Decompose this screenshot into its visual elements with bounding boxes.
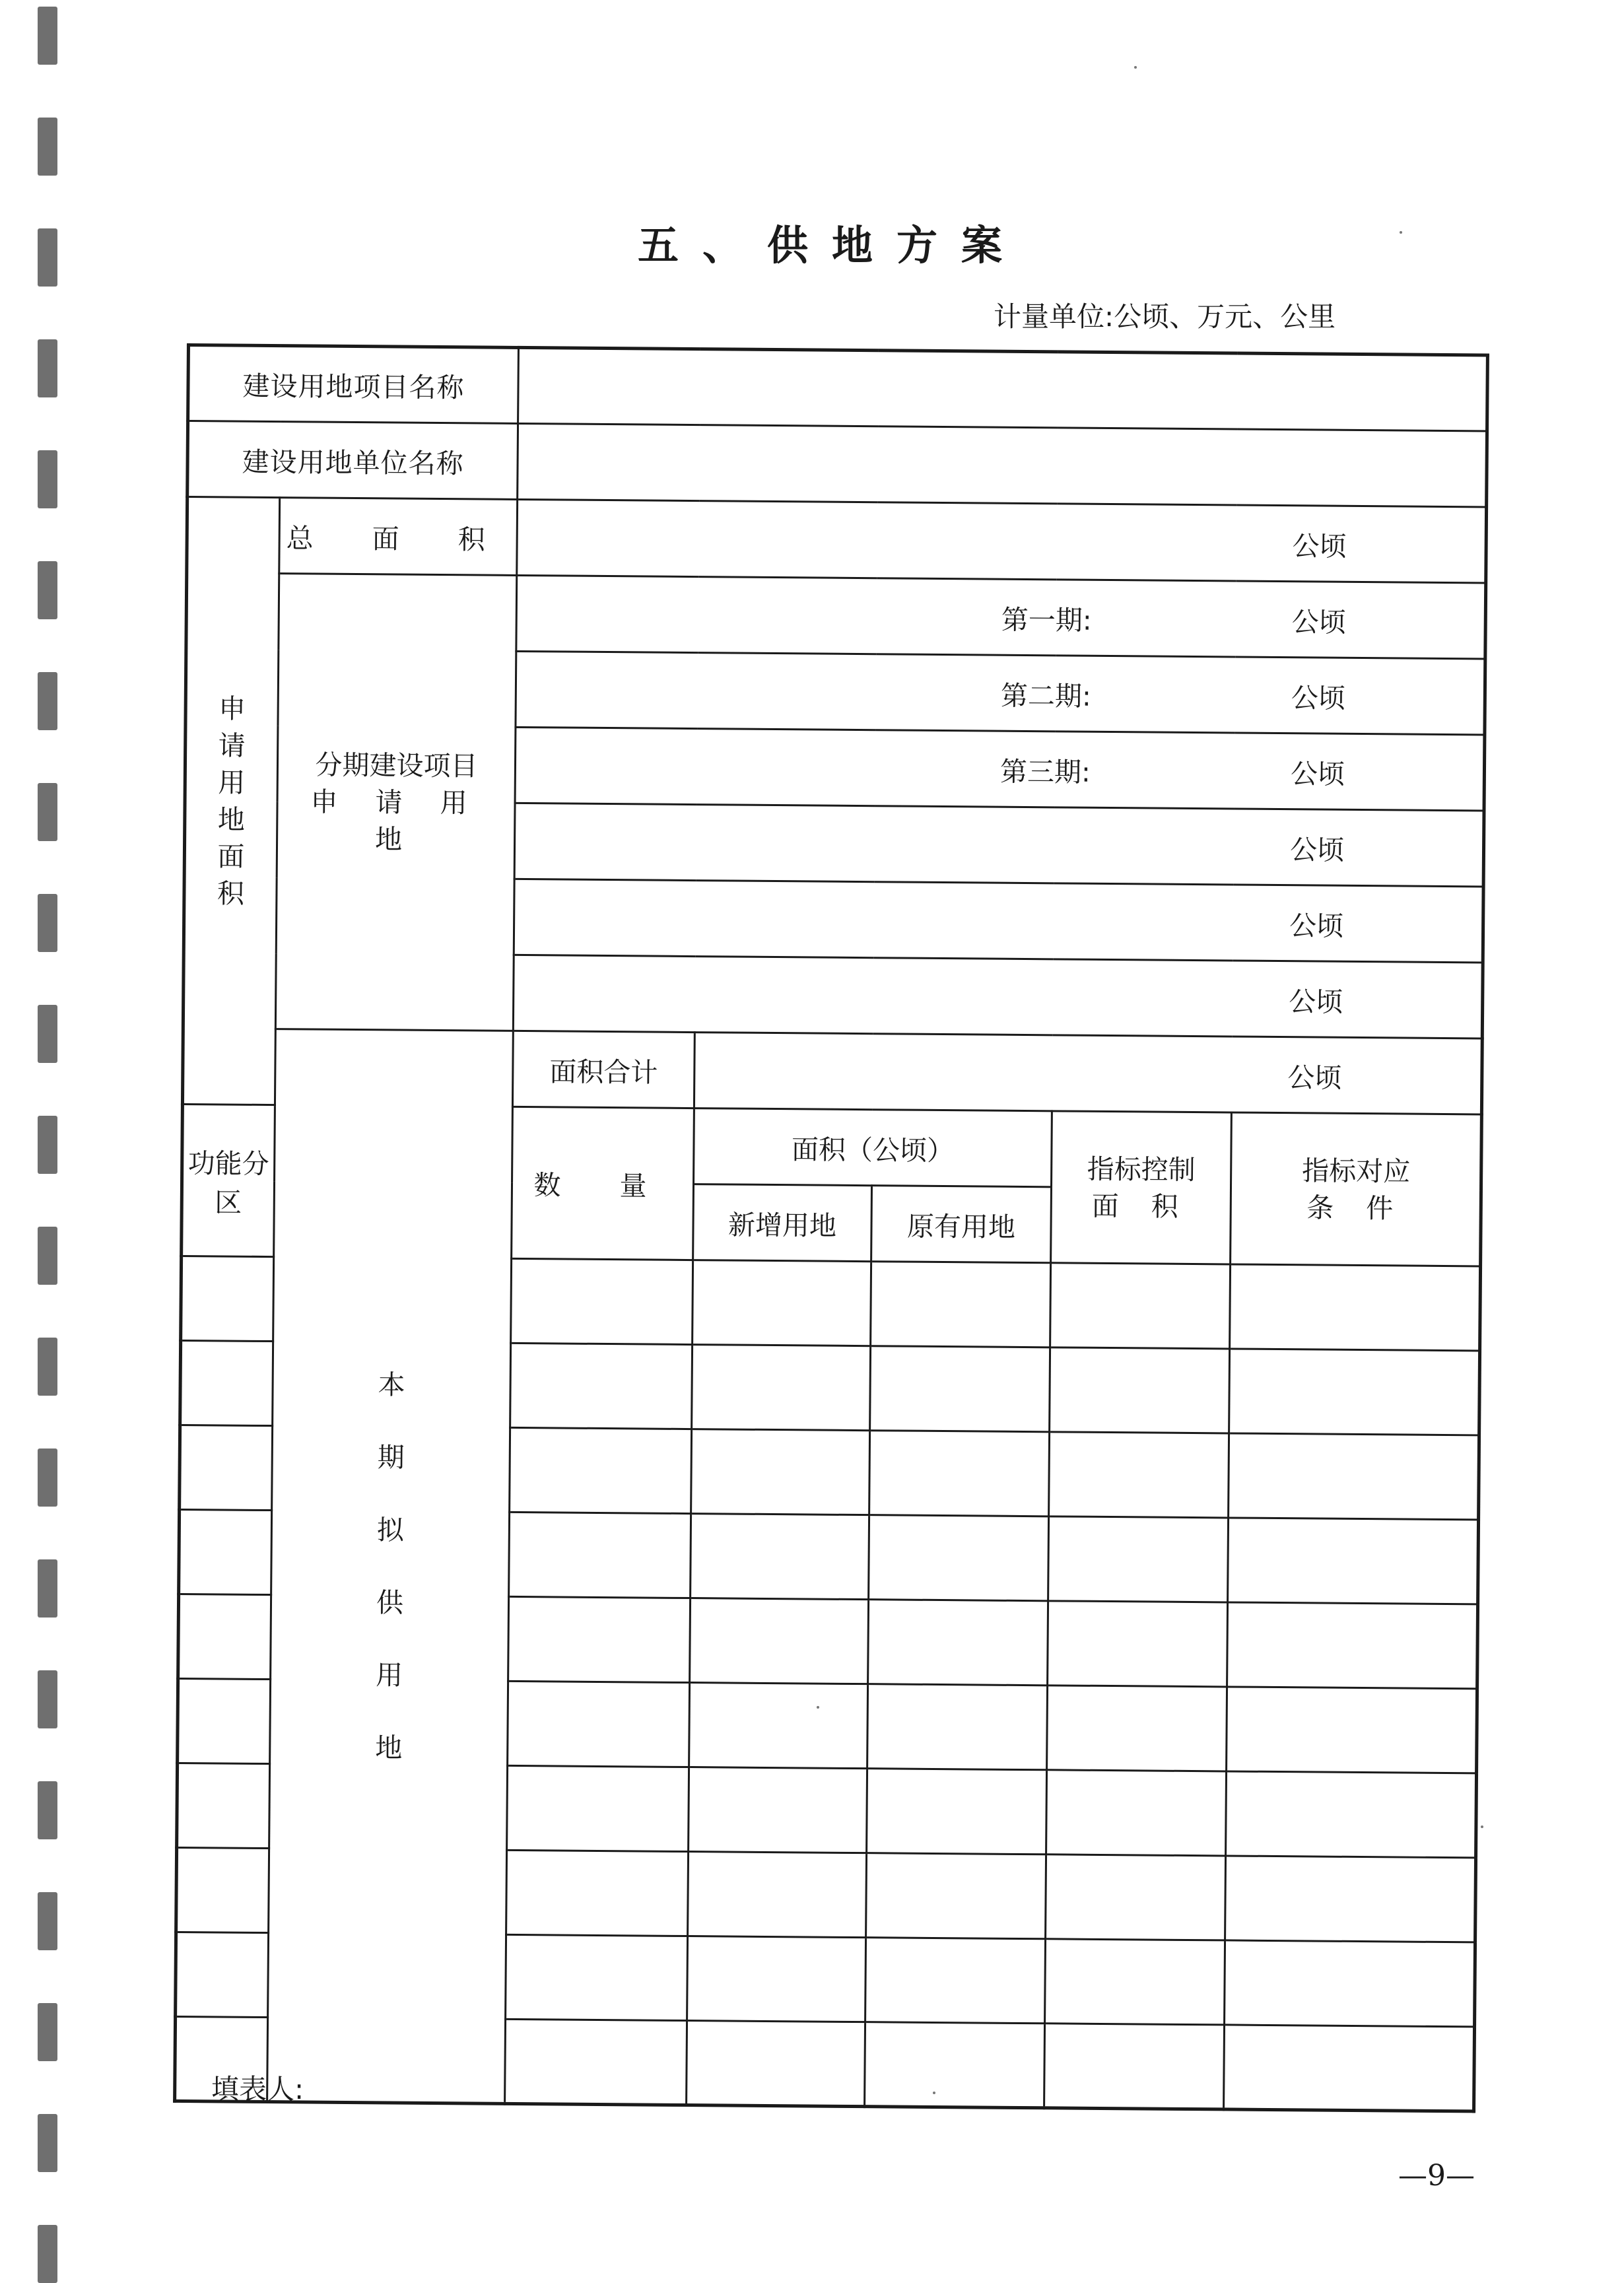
supply-plan-table — [173, 343, 1489, 2113]
function-zone-cell[interactable] — [178, 1594, 271, 1679]
index-control-cell[interactable] — [1047, 1686, 1227, 1771]
binding-mark — [38, 2003, 57, 2061]
binding-mark — [38, 7, 57, 65]
scan-speck — [933, 2092, 935, 2094]
function-zone-cell[interactable] — [180, 1425, 273, 1510]
binding-mark — [38, 1559, 57, 1618]
unit-name-field[interactable] — [518, 423, 1487, 507]
binding-mark — [38, 783, 57, 841]
binding-mark — [38, 561, 57, 619]
function-zone-cell[interactable] — [177, 1763, 270, 1848]
function-zone-header: 功能分区 — [182, 1104, 275, 1256]
unit-note: 计量单位:公顷、万元、公里 — [994, 300, 1336, 333]
existing-land-cell[interactable] — [865, 2022, 1045, 2108]
new-land-cell[interactable] — [692, 1345, 871, 1431]
binding-mark — [38, 894, 57, 952]
index-condition-cell[interactable] — [1224, 2025, 1475, 2111]
binding-mark — [38, 1892, 57, 1950]
phase-4-field[interactable]: 公顷 — [514, 803, 1484, 887]
index-condition-cell[interactable] — [1229, 1433, 1479, 1520]
index-control-cell[interactable] — [1050, 1347, 1230, 1433]
project-name-field[interactable] — [518, 347, 1488, 431]
index-control-cell[interactable] — [1049, 1432, 1229, 1518]
index-condition-cell[interactable] — [1229, 1349, 1480, 1435]
index-control-cell[interactable] — [1050, 1263, 1231, 1349]
existing-land-cell[interactable] — [867, 1769, 1047, 1855]
binding-mark — [38, 1227, 57, 1285]
index-condition-cell[interactable] — [1230, 1264, 1481, 1351]
new-land-cell[interactable] — [687, 2021, 865, 2107]
total-area-field[interactable]: 公顷 — [517, 499, 1487, 583]
binding-mark — [38, 672, 57, 730]
binding-mark — [38, 1670, 57, 1728]
existing-land-cell[interactable] — [865, 1938, 1046, 2024]
phase-5-field[interactable]: 公顷 — [514, 879, 1483, 963]
new-land-cell[interactable] — [691, 1514, 869, 1600]
new-land-cell[interactable] — [689, 1683, 868, 1769]
index-control-header: 指标控制 面 积 — [1051, 1111, 1232, 1264]
phase-2-field[interactable]: 第二期: 公顷 — [516, 651, 1485, 735]
binding-mark — [38, 339, 57, 397]
index-control-cell[interactable] — [1046, 1770, 1227, 1856]
supply-plan-form — [174, 343, 1486, 2024]
unit-name-label: 建设用地单位名称 — [187, 421, 518, 500]
binding-mark — [38, 118, 57, 176]
quantity-cell[interactable] — [505, 2019, 687, 2105]
supply-land-label: 本 期 拟 供 用 地 — [267, 1029, 514, 2104]
binding-mark — [38, 1781, 57, 1839]
existing-land-cell[interactable] — [869, 1431, 1050, 1516]
index-condition-cell[interactable] — [1225, 1940, 1475, 2027]
quantity-cell[interactable] — [511, 1258, 693, 1344]
index-condition-cell[interactable] — [1226, 1771, 1477, 1858]
quantity-header: 数 量 — [512, 1107, 694, 1260]
binding-mark — [38, 2114, 57, 2172]
scan-speck — [1400, 231, 1402, 234]
binding-mark — [38, 1448, 57, 1507]
index-control-cell[interactable] — [1046, 1855, 1226, 1940]
index-control-cell[interactable] — [1044, 2024, 1225, 2109]
quantity-cell[interactable] — [506, 1934, 688, 2020]
binding-mark — [38, 2225, 57, 2283]
quantity-cell[interactable] — [510, 1427, 692, 1513]
new-land-cell[interactable] — [688, 1852, 867, 1938]
area-total-label: 面积合计 — [512, 1031, 694, 1108]
index-condition-cell[interactable] — [1227, 1687, 1477, 1773]
quantity-cell[interactable] — [510, 1343, 693, 1429]
quantity-cell[interactable] — [508, 1681, 690, 1767]
existing-land-cell[interactable] — [870, 1346, 1050, 1432]
scan-speck — [817, 1706, 819, 1709]
index-control-cell[interactable] — [1048, 1601, 1228, 1687]
area-group-header: 面积（公顷） — [694, 1108, 1052, 1187]
existing-land-cell[interactable] — [866, 1853, 1046, 1939]
new-land-cell[interactable] — [687, 1936, 866, 2022]
binding-mark — [38, 1116, 57, 1174]
binding-mark — [38, 1005, 57, 1063]
phase-1-field[interactable]: 第一期: 公顷 — [516, 575, 1486, 659]
apply-area-label: 申 请 用 地 面 积 — [182, 497, 279, 1105]
project-name-row — [188, 345, 1488, 431]
area-total-field[interactable]: 公顷 — [694, 1033, 1482, 1114]
binding-mark — [38, 1338, 57, 1396]
quantity-cell[interactable] — [509, 1512, 691, 1598]
phase-6-field[interactable]: 公顷 — [513, 955, 1483, 1039]
new-land-cell[interactable] — [689, 1767, 867, 1853]
total-area-row — [187, 497, 1487, 583]
function-zone-cell[interactable] — [178, 1678, 271, 1763]
existing-land-cell[interactable] — [869, 1515, 1049, 1601]
existing-land-cell[interactable] — [871, 1262, 1051, 1347]
total-area-label: 总 面 积 — [279, 498, 518, 576]
function-zone-cell[interactable] — [180, 1340, 273, 1425]
index-condition-cell[interactable] — [1225, 1856, 1476, 1942]
page-title: 五、供地方案 — [637, 221, 1026, 269]
existing-land-cell[interactable] — [868, 1600, 1048, 1686]
form-filler-label: 填表人: — [211, 2073, 304, 2105]
index-condition-cell[interactable] — [1227, 1602, 1478, 1689]
existing-land-cell[interactable] — [867, 1684, 1048, 1770]
function-zone-cell[interactable] — [181, 1256, 274, 1341]
index-condition-cell[interactable] — [1228, 1518, 1479, 1604]
binding-mark — [38, 450, 57, 508]
new-land-cell[interactable] — [693, 1260, 871, 1346]
index-condition-header: 指标对应 条 件 — [1231, 1112, 1482, 1266]
existing-land-header: 原有用地 — [871, 1186, 1052, 1263]
quantity-cell[interactable] — [508, 1596, 691, 1682]
new-land-header: 新增用地 — [693, 1184, 872, 1262]
project-name-label: 建设用地项目名称 — [188, 345, 519, 424]
scan-speck — [1481, 1825, 1483, 1828]
phase-3-field[interactable]: 第三期: 公顷 — [515, 727, 1485, 811]
new-land-cell[interactable] — [691, 1429, 870, 1515]
unit-name-row — [187, 421, 1487, 507]
function-zone-cell[interactable] — [176, 1932, 269, 2017]
area-total-row — [182, 1028, 1482, 1114]
quantity-cell[interactable] — [506, 1850, 689, 1936]
scan-speck — [1134, 66, 1137, 69]
phase-row — [186, 573, 1486, 659]
phased-apply-label: 分期建设项目 申 请 用 地 — [275, 574, 516, 1031]
new-land-cell[interactable] — [690, 1598, 869, 1684]
index-control-cell[interactable] — [1045, 1939, 1225, 2025]
index-control-cell[interactable] — [1048, 1516, 1229, 1602]
page-number: —9— — [1398, 2159, 1475, 2193]
function-zone-cell[interactable] — [179, 1509, 272, 1594]
quantity-cell[interactable] — [507, 1765, 689, 1851]
function-zone-cell[interactable] — [176, 1847, 269, 1932]
